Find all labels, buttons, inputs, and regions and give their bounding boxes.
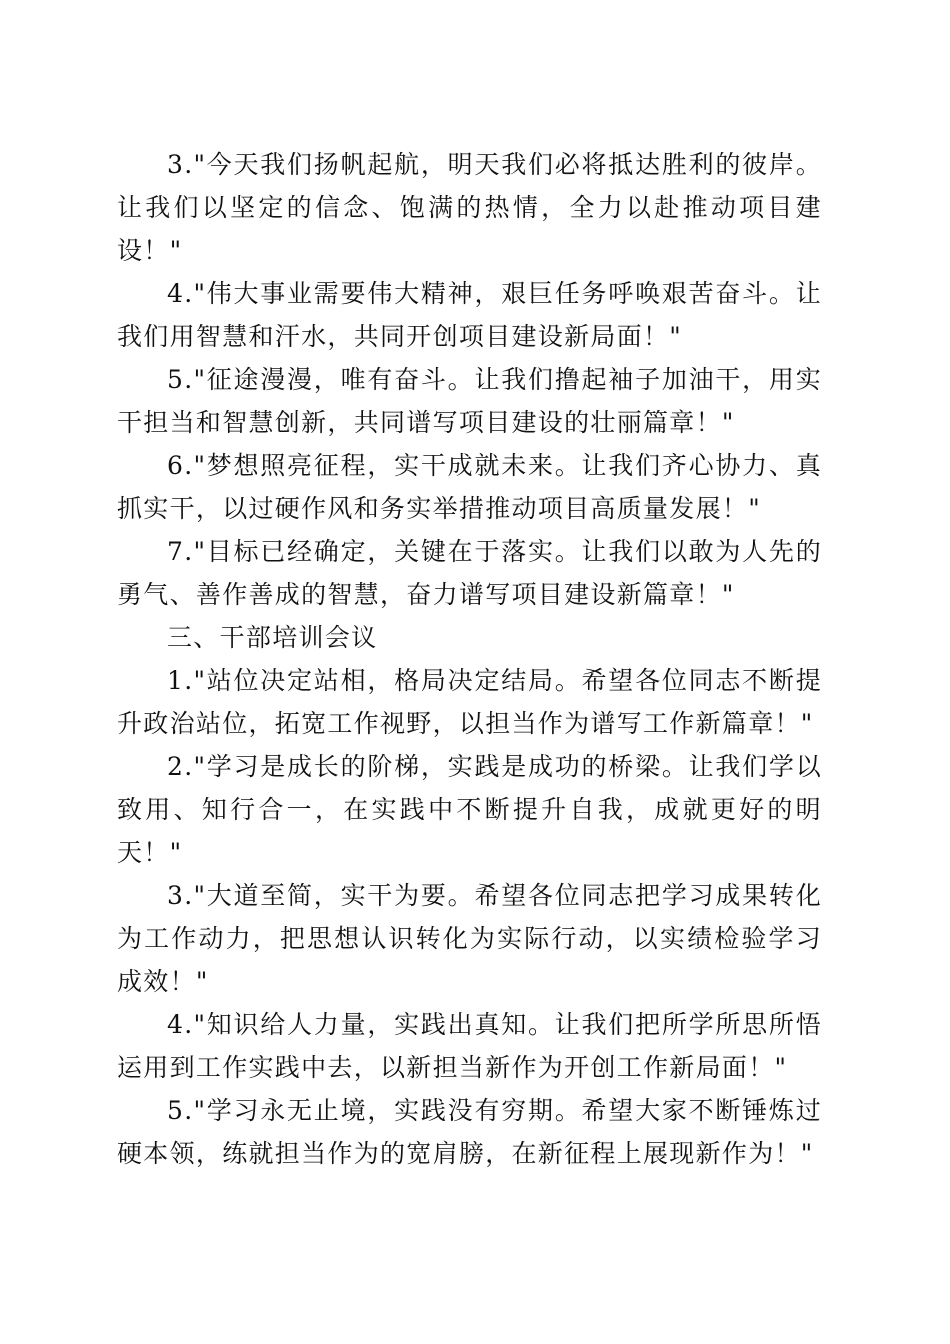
slogan-paragraph: 5."学习永无止境，实践没有穷期。希望大家不断锤炼过硬本领，练就担当作为的宽肩膀，在新征程上展现新作为！": [117, 1096, 822, 1168]
document-body: [117, 143, 822, 1175]
slogan-paragraph: 5."征途漫漫，唯有奋斗。让我们撸起袖子加油干，用实干担当和智慧创新，共同谱写项目建设的壮丽篇章！": [117, 365, 822, 437]
slogan-paragraph: 2."学习是成长的阶梯，实践是成功的桥梁。让我们学以致用、知行合一，在实践中不断提升自我，成就更好的明天！": [117, 752, 822, 867]
section-heading: 三、干部培训会议: [167, 623, 378, 652]
slogan-paragraph: 4."知识给人力量，实践出真知。让我们把所学所思所悟运用到工作实践中去，以新担当新作为开创工作新局面！": [117, 1010, 822, 1082]
slogan-paragraph: 3."今天我们扬帆起航，明天我们必将抵达胜利的彼岸。让我们以坚定的信念、饱满的热情，全力以赴推动项目建设！": [117, 150, 822, 265]
slogan-paragraph: 7."目标已经确定，关键在于落实。让我们以敢为人先的勇气、善作善成的智慧，奋力谱写项目建设新篇章！": [117, 537, 822, 609]
slogan-paragraph: 3."大道至简，实干为要。希望各位同志把学习成果转化为工作动力，把思想认识转化为实际行动，以实绩检验学习成效！": [117, 881, 822, 996]
slogan-paragraph: 6."梦想照亮征程，实干成就未来。让我们齐心协力、真抓实干，以过硬作风和务实举措推动项目高质量发展！": [117, 451, 822, 523]
slogan-paragraph: 4."伟大事业需要伟大精神，艰巨任务呼唤艰苦奋斗。让我们用智慧和汗水，共同开创项目建设新局面！": [117, 279, 822, 351]
slogan-paragraph: 1."站位决定站相，格局决定结局。希望各位同志不断提升政治站位，拓宽工作视野，以担当作为谱写工作新篇章！": [117, 666, 822, 738]
